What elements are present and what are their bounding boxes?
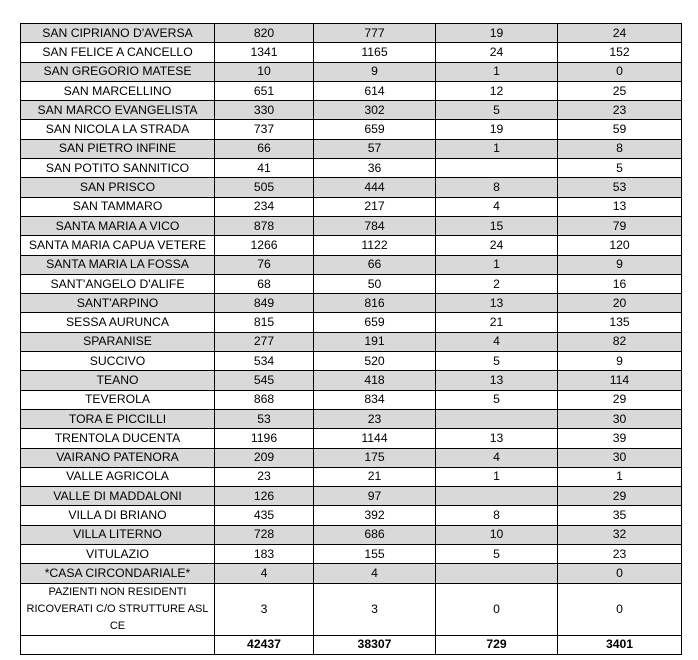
table-row [21, 371, 682, 390]
value-cell-2: 816 [314, 294, 436, 313]
value-cell-3: 5 [436, 545, 558, 564]
value-cell-4: 29 [558, 487, 682, 506]
value-cell-4: 23 [558, 545, 682, 564]
value-cell-1: 4 [215, 564, 314, 583]
municipality-cell: SANTA MARIA A VICO [21, 216, 215, 235]
value-cell-4: 5 [558, 159, 682, 178]
table-row [21, 81, 682, 100]
value-cell-1: 209 [215, 448, 314, 467]
value-cell-2: 1144 [314, 429, 436, 448]
table-row [21, 24, 682, 43]
table-row [21, 294, 682, 313]
value-cell-2: 175 [314, 448, 436, 467]
municipality-cell: SAN MARCELLINO [21, 81, 215, 100]
municipality-cell: VILLA LITERNO [21, 525, 215, 544]
value-cell-4: 30 [558, 409, 682, 428]
value-cell-3: 2 [436, 274, 558, 293]
value-cell-4: 20 [558, 294, 682, 313]
value-cell-1: 815 [215, 313, 314, 332]
value-cell-4: 114 [558, 371, 682, 390]
value-cell-4: 32 [558, 525, 682, 544]
value-cell-1: 505 [215, 178, 314, 197]
value-cell-1: 728 [215, 525, 314, 544]
municipality-cell: SAN PIETRO INFINE [21, 139, 215, 158]
value-cell-1: 53 [215, 409, 314, 428]
municipality-cell: SAN GREGORIO MATESE [21, 62, 215, 81]
value-cell-3: 0 [436, 583, 558, 635]
value-cell-2: 9 [314, 62, 436, 81]
value-cell-3: 1 [436, 255, 558, 274]
value-cell-2: 21 [314, 467, 436, 486]
value-cell-2: 97 [314, 487, 436, 506]
value-cell-3: 5 [436, 352, 558, 371]
table-row [21, 255, 682, 274]
table-row [21, 313, 682, 332]
value-cell-1: 534 [215, 352, 314, 371]
value-cell-1: 68 [215, 274, 314, 293]
value-cell-3: 19 [436, 120, 558, 139]
value-cell-1: 3 [215, 583, 314, 635]
municipality-cell: VILLA DI BRIANO [21, 506, 215, 525]
value-cell-2: 1122 [314, 236, 436, 255]
value-cell-3: 8 [436, 178, 558, 197]
value-cell-2: 686 [314, 525, 436, 544]
value-cell-2: 191 [314, 332, 436, 351]
value-cell-2: 777 [314, 24, 436, 43]
table-row [21, 274, 682, 293]
municipality-cell [21, 635, 215, 654]
table-row [21, 139, 682, 158]
value-cell-1: 42437 [215, 635, 314, 654]
value-cell-3: 13 [436, 429, 558, 448]
value-cell-1: 849 [215, 294, 314, 313]
value-cell-2: 659 [314, 120, 436, 139]
table-row [21, 429, 682, 448]
value-cell-4: 24 [558, 24, 682, 43]
value-cell-2: 659 [314, 313, 436, 332]
municipality-cell: *CASA CIRCONDARIALE* [21, 564, 215, 583]
municipality-cell: TEVEROLA [21, 390, 215, 409]
table-row [21, 159, 682, 178]
table-row [21, 635, 682, 654]
value-cell-2: 392 [314, 506, 436, 525]
value-cell-4: 59 [558, 120, 682, 139]
table-row [21, 390, 682, 409]
value-cell-1: 23 [215, 467, 314, 486]
municipality-cell: TORA E PICCILLI [21, 409, 215, 428]
value-cell-4: 1 [558, 467, 682, 486]
value-cell-4: 35 [558, 506, 682, 525]
value-cell-4: 8 [558, 139, 682, 158]
table-row [21, 448, 682, 467]
municipality-cell: PAZIENTI NON RESIDENTI RICOVERATI C/O STRUTTURE ASL CE [21, 583, 215, 635]
value-cell-1: 76 [215, 255, 314, 274]
table-row [21, 409, 682, 428]
value-cell-3: 4 [436, 197, 558, 216]
table-row [21, 583, 682, 635]
value-cell-1: 10 [215, 62, 314, 81]
value-cell-3: 10 [436, 525, 558, 544]
municipality-cell: VALLE DI MADDALONI [21, 487, 215, 506]
value-cell-3: 4 [436, 448, 558, 467]
municipality-cell: SAN TAMMARO [21, 197, 215, 216]
table-row [21, 197, 682, 216]
value-cell-1: 66 [215, 139, 314, 158]
municipality-cell: VALLE AGRICOLA [21, 467, 215, 486]
value-cell-4: 152 [558, 43, 682, 62]
value-cell-3: 21 [436, 313, 558, 332]
value-cell-4: 23 [558, 101, 682, 120]
value-cell-1: 234 [215, 197, 314, 216]
municipality-cell: SAN MARCO EVANGELISTA [21, 101, 215, 120]
value-cell-1: 330 [215, 101, 314, 120]
value-cell-1: 1341 [215, 43, 314, 62]
table-row [21, 467, 682, 486]
value-cell-2: 3 [314, 583, 436, 635]
table-row [21, 487, 682, 506]
municipality-cell: SAN FELICE A CANCELLO [21, 43, 215, 62]
municipality-cell: SANTA MARIA LA FOSSA [21, 255, 215, 274]
value-cell-4: 79 [558, 216, 682, 235]
municipality-cell: SUCCIVO [21, 352, 215, 371]
value-cell-3: 4 [436, 332, 558, 351]
value-cell-4: 9 [558, 255, 682, 274]
value-cell-4: 29 [558, 390, 682, 409]
table-row [21, 525, 682, 544]
value-cell-2: 38307 [314, 635, 436, 654]
data-table [20, 23, 682, 655]
table-row [21, 506, 682, 525]
value-cell-1: 277 [215, 332, 314, 351]
value-cell-4: 0 [558, 583, 682, 635]
value-cell-3: 24 [436, 236, 558, 255]
value-cell-1: 737 [215, 120, 314, 139]
value-cell-1: 820 [215, 24, 314, 43]
value-cell-2: 66 [314, 255, 436, 274]
table-row [21, 332, 682, 351]
municipality-cell: SAN CIPRIANO D'AVERSA [21, 24, 215, 43]
value-cell-4: 16 [558, 274, 682, 293]
value-cell-2: 418 [314, 371, 436, 390]
value-cell-3: 729 [436, 635, 558, 654]
value-cell-1: 651 [215, 81, 314, 100]
table-row [21, 62, 682, 81]
value-cell-3: 1 [436, 139, 558, 158]
value-cell-3: 19 [436, 24, 558, 43]
value-cell-2: 784 [314, 216, 436, 235]
value-cell-1: 126 [215, 487, 314, 506]
municipality-cell: TRENTOLA DUCENTA [21, 429, 215, 448]
value-cell-3: 13 [436, 371, 558, 390]
value-cell-1: 435 [215, 506, 314, 525]
value-cell-3: 5 [436, 390, 558, 409]
value-cell-2: 23 [314, 409, 436, 428]
value-cell-1: 878 [215, 216, 314, 235]
value-cell-4: 135 [558, 313, 682, 332]
value-cell-3: 8 [436, 506, 558, 525]
value-cell-2: 50 [314, 274, 436, 293]
value-cell-4: 3401 [558, 635, 682, 654]
table-row [21, 101, 682, 120]
value-cell-4: 13 [558, 197, 682, 216]
municipality-cell: SANT'ANGELO D'ALIFE [21, 274, 215, 293]
value-cell-1: 41 [215, 159, 314, 178]
value-cell-4: 0 [558, 62, 682, 81]
value-cell-3: 12 [436, 81, 558, 100]
table-row [21, 564, 682, 583]
value-cell-3 [436, 159, 558, 178]
value-cell-2: 36 [314, 159, 436, 178]
value-cell-2: 155 [314, 545, 436, 564]
value-cell-4: 120 [558, 236, 682, 255]
value-cell-4: 39 [558, 429, 682, 448]
value-cell-4: 53 [558, 178, 682, 197]
municipality-cell: TEANO [21, 371, 215, 390]
value-cell-4: 0 [558, 564, 682, 583]
value-cell-1: 868 [215, 390, 314, 409]
value-cell-3: 13 [436, 294, 558, 313]
value-cell-4: 82 [558, 332, 682, 351]
value-cell-2: 57 [314, 139, 436, 158]
table-body [21, 24, 682, 655]
value-cell-4: 25 [558, 81, 682, 100]
value-cell-2: 444 [314, 178, 436, 197]
table-row [21, 43, 682, 62]
municipality-cell: SESSA AURUNCA [21, 313, 215, 332]
table-row [21, 236, 682, 255]
value-cell-2: 1165 [314, 43, 436, 62]
municipality-cell: SAN NICOLA LA STRADA [21, 120, 215, 139]
value-cell-3 [436, 487, 558, 506]
table-row [21, 178, 682, 197]
value-cell-1: 1266 [215, 236, 314, 255]
value-cell-2: 302 [314, 101, 436, 120]
table-row [21, 352, 682, 371]
municipality-cell: SAN POTITO SANNITICO [21, 159, 215, 178]
table-row [21, 216, 682, 235]
value-cell-3: 15 [436, 216, 558, 235]
value-cell-4: 9 [558, 352, 682, 371]
value-cell-2: 834 [314, 390, 436, 409]
value-cell-3 [436, 564, 558, 583]
value-cell-3: 5 [436, 101, 558, 120]
value-cell-2: 614 [314, 81, 436, 100]
municipality-cell: SAN PRISCO [21, 178, 215, 197]
municipality-cell: SANTA MARIA CAPUA VETERE [21, 236, 215, 255]
value-cell-3: 24 [436, 43, 558, 62]
value-cell-1: 1196 [215, 429, 314, 448]
value-cell-3: 1 [436, 62, 558, 81]
value-cell-3 [436, 409, 558, 428]
table-row [21, 545, 682, 564]
municipality-cell: SPARANISE [21, 332, 215, 351]
value-cell-3: 1 [436, 467, 558, 486]
municipality-cell: SANT'ARPINO [21, 294, 215, 313]
value-cell-1: 183 [215, 545, 314, 564]
value-cell-2: 217 [314, 197, 436, 216]
value-cell-2: 520 [314, 352, 436, 371]
value-cell-1: 545 [215, 371, 314, 390]
table-row [21, 120, 682, 139]
municipality-cell: VITULAZIO [21, 545, 215, 564]
municipality-cell: VAIRANO PATENORA [21, 448, 215, 467]
value-cell-4: 30 [558, 448, 682, 467]
value-cell-2: 4 [314, 564, 436, 583]
